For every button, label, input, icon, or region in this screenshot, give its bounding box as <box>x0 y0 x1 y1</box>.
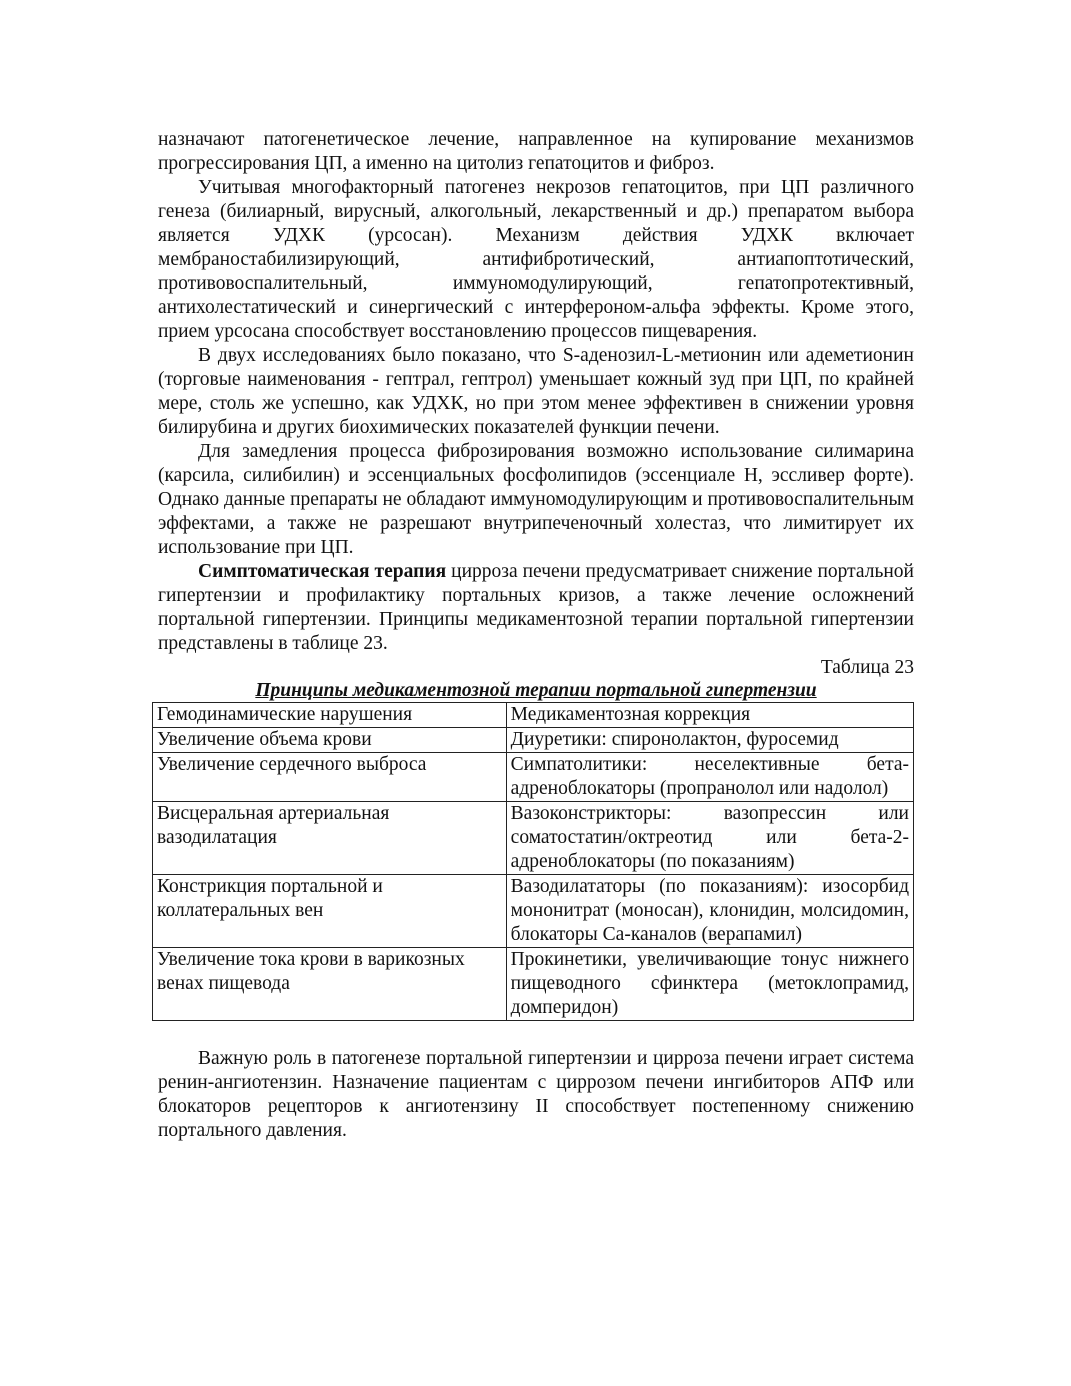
document-page <box>158 128 914 1143</box>
paragraph-5-bold-term: Симптоматическая терапия <box>198 561 447 582</box>
table-cell: Диуретики: спиронолактон, фуросемид <box>506 728 913 753</box>
table-row <box>153 728 914 753</box>
paragraph-1: назначают патогенетическое лечение, направленное на купирование механизмов прогрессирования ЦП, а именно на цитолиз гепатоцитов и фиброз. <box>158 129 914 174</box>
table-header-cell: Гемодинамические нарушения <box>153 703 507 728</box>
table-row <box>153 875 914 948</box>
table-cell: Вазодилататоры (по показаниям): изосорбид мононитрат (моносан), клонидин, молсидомин, блокаторы Са-каналов (верапамил) <box>506 875 913 948</box>
table-row <box>153 802 914 875</box>
table-cell: Прокинетики, увеличивающие тонус нижнего пищеводного сфинктера (метоклопрамид, домперидон) <box>506 948 913 1021</box>
table-cell: Увеличение тока крови в варикозных венах пищевода <box>153 948 507 1021</box>
table-number: Таблица 23 <box>820 657 914 678</box>
therapy-table <box>152 702 914 1021</box>
table-row <box>153 948 914 1021</box>
paragraph-2: Учитывая многофакторный патогенез некрозов гепатоцитов, при ЦП различного генеза (билиарный, вирусный, алкогольный, лекарственный и др.) препаратом выбора является УДХК (урсосан). Механизм действия УДХК включает мембраностабилизирующий, антифибротический, антиапоптотический, противовоспалительный, иммуномодулирующий, гепатопротективный, антихолестатический и синергический с интерфероном-альфа эффекты. Кроме этого, прием урсосана способствует восстановлению процессов пищеварения. <box>158 177 914 342</box>
table-cell: Вазоконстрикторы: вазопрессин или соматостатин/октреотид или бета-2-адреноблокаторы (по показаниям) <box>506 802 913 875</box>
table-header-row <box>153 703 914 728</box>
table-cell: Увеличение объема крови <box>153 728 507 753</box>
paragraph-3: В двух исследованиях было показано, что S-аденозил-L-метионин или адеметионин (торговые наименования - гептрал, гептрол) уменьшает кожный зуд при ЦП, по крайней мере, столь же успешно, как УДХК, но при этом менее эффективен в снижении уровня билирубина и других биохимических показателей функции печени. <box>158 345 914 438</box>
table-title: Принципы медикаментозной терапии портальной гипертензии <box>255 680 817 701</box>
table-cell: Увеличение сердечного выброса <box>153 753 507 802</box>
table-header-cell: Медикаментозная коррекция <box>506 703 913 728</box>
paragraph-6: Важную роль в патогенезе портальной гипертензии и цирроза печени играет система ренин-ангиотензин. Назначение пациентам с циррозом печени ингибиторов АПФ или блокаторов рецепторов к ангиотензину II способствует постепенному снижению портального давления. <box>158 1048 914 1141</box>
table-cell: Симпатолитики: неселективные бета-адреноблокаторы (пропранолол или надолол) <box>506 753 913 802</box>
table-row <box>153 753 914 802</box>
paragraph-4: Для замедления процесса фиброзирования возможно использование силимарина (карсила, силибилин) и эссенциальных фосфолипидов (эссенциале Н, эссливер форте). Однако данные препараты не обладают иммуномодулирующим и противовоспалительным эффектами, а также не разрешают внутрипеченочный холестаз, что лимитирует их использование при ЦП. <box>158 441 914 558</box>
paragraph-5 <box>158 560 914 656</box>
table-cell: Констрикция портальной и коллатеральных вен <box>153 875 507 948</box>
table-cell: Висцеральная артериальная вазодилатация <box>153 802 507 875</box>
paragraph-5-text: цирроза печени предусматривает снижение портальной гипертензии и профилактику портальных кризов, а также лечение осложнений портальной гипертензии. Принципы медикаментозной терапии портальной гипертензии представлены в таблице 23. <box>158 561 914 654</box>
